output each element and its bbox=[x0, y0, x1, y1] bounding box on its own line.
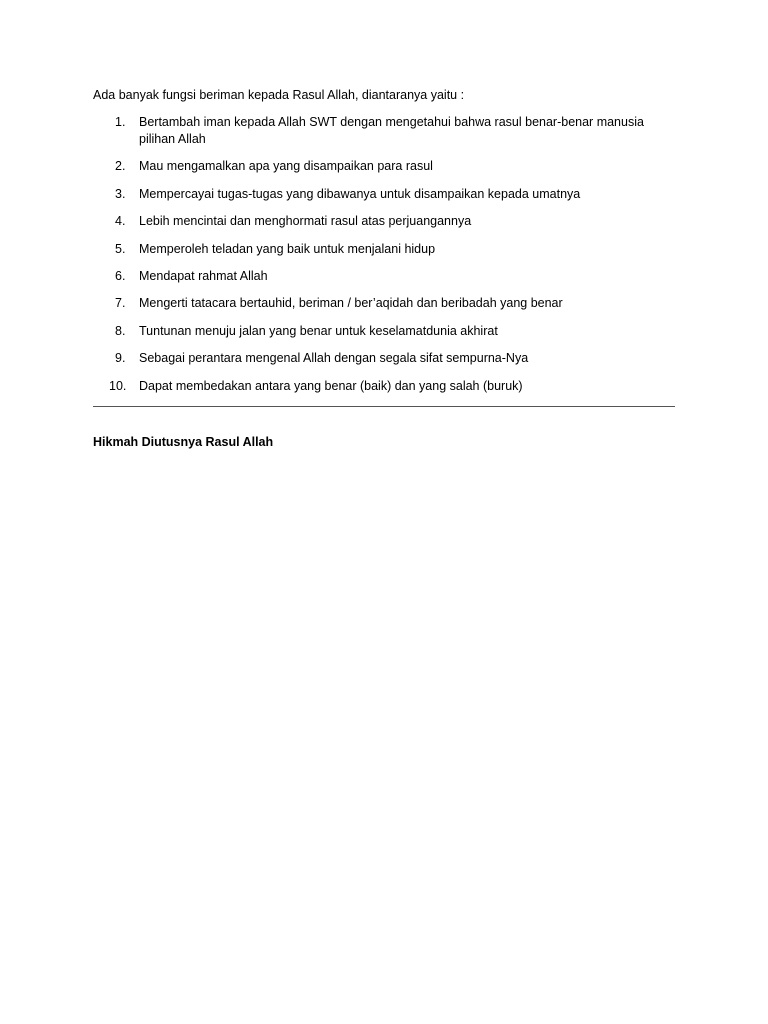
list-item bbox=[93, 241, 675, 258]
list-item-number: 4. bbox=[115, 214, 126, 229]
list-item-number: 7. bbox=[115, 296, 126, 311]
list-item-text: Mau mengamalkan apa yang disampaikan para rasul bbox=[139, 159, 433, 174]
numbered-list bbox=[93, 114, 675, 395]
list-item-number: 10. bbox=[109, 378, 127, 393]
list-item-text: Dapat membedakan antara yang benar (baik) dan yang salah (buruk) bbox=[139, 378, 523, 393]
list-item bbox=[93, 213, 675, 230]
list-item-text: Tuntunan menuju jalan yang benar untuk keselamatdunia akhirat bbox=[139, 323, 498, 338]
intro-paragraph: Ada banyak fungsi beriman kepada Rasul Allah, diantaranya yaitu : bbox=[93, 88, 465, 102]
list-item-text: Lebih mencintai dan menghormati rasul atas perjuangannya bbox=[139, 214, 472, 229]
list-item bbox=[93, 323, 675, 340]
list-item bbox=[93, 350, 675, 367]
list-item-text: Memperoleh teladan yang baik untuk menjalani hidup bbox=[139, 241, 436, 256]
section-heading: Hikmah Diutusnya Rasul Allah bbox=[93, 435, 274, 449]
horizontal-divider bbox=[93, 406, 675, 407]
list-item bbox=[93, 378, 675, 395]
list-item bbox=[93, 158, 675, 175]
list-item-number: 9. bbox=[115, 351, 126, 366]
list-item bbox=[93, 268, 675, 285]
list-item-text: Mengerti tatacara bertauhid, beriman / ber’aqidah dan beribadah yang benar bbox=[139, 296, 563, 311]
list-item-number: 3. bbox=[115, 186, 126, 201]
list-item bbox=[93, 186, 675, 203]
list-item-number: 8. bbox=[115, 323, 126, 338]
document-body bbox=[93, 87, 675, 405]
list-item-number: 5. bbox=[115, 241, 126, 256]
list-item-text: Mempercayai tugas-tugas yang dibawanya untuk disampaikan kepada umatnya bbox=[139, 186, 581, 201]
list-item-number: 1. bbox=[115, 115, 126, 129]
list-item-text: Sebagai perantara mengenal Allah dengan segala sifat sempurna-Nya bbox=[139, 351, 529, 366]
list-item-number: 6. bbox=[115, 268, 126, 283]
list-item-text: Mendapat rahmat Allah bbox=[139, 268, 268, 283]
list-item-number: 2. bbox=[115, 159, 126, 174]
list-item bbox=[93, 114, 675, 148]
list-item bbox=[93, 295, 675, 312]
list-item-text: Bertambah iman kepada Allah SWT dengan mengetahui bahwa rasul benar-benar manusia pilihan Allah bbox=[139, 115, 644, 146]
